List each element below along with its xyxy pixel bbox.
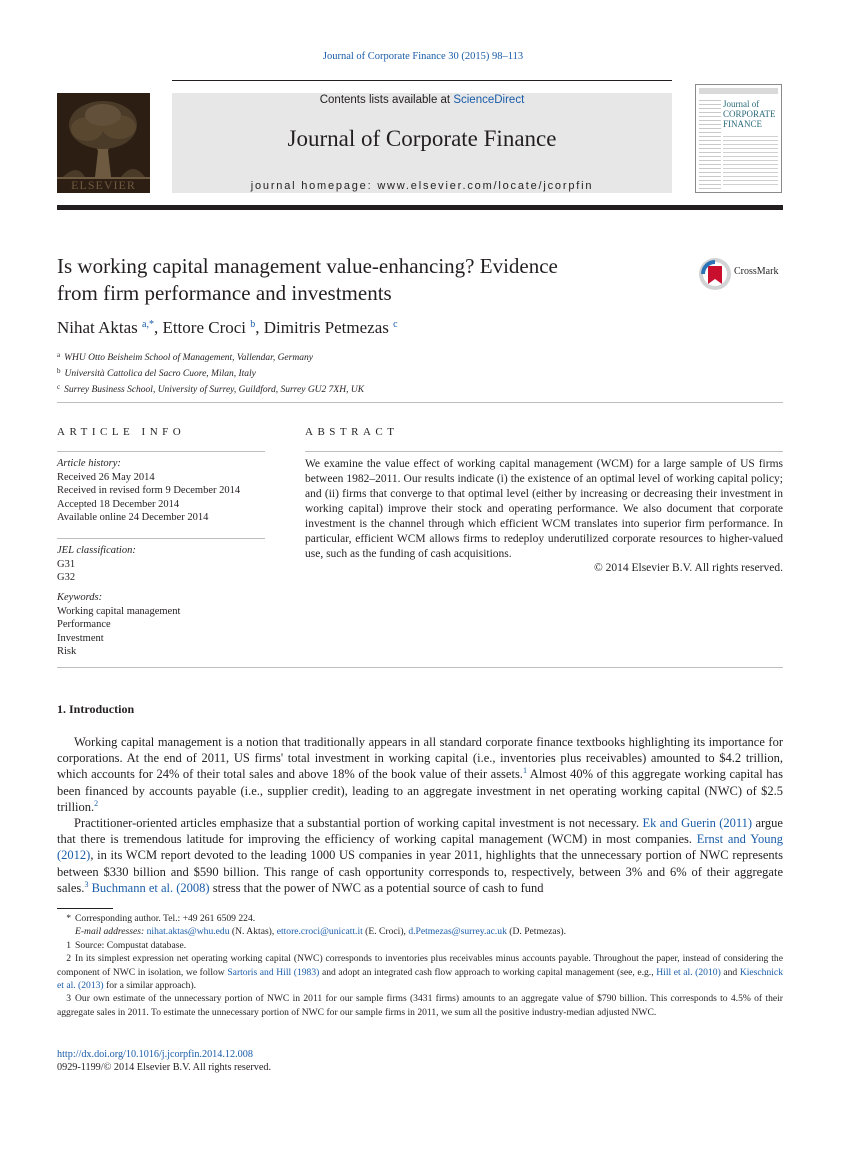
journal-cover-thumbnail (695, 84, 782, 193)
affiliation-item (57, 365, 364, 381)
intro-paragraph-1 (57, 734, 783, 815)
history-received: Received 26 May 2014 (57, 471, 155, 483)
affiliation-item (57, 349, 364, 365)
jel-code: G31 (57, 558, 76, 570)
paragraph-text: stress that the power of NWC as a potential source of cash to fund (209, 880, 544, 895)
issn-copyright: 0929-1199/© 2014 Elsevier B.V. All rights reserved. (57, 1062, 272, 1073)
paragraph-text: argue that there is tremendous latitude for improving the efficiency of working capital management (WCM) in most companies. (57, 816, 783, 847)
footnotes (57, 912, 783, 1019)
article-history-label: Article history: (57, 458, 121, 469)
footnote-text: and adopt an integrated cash flow approach to working capital management (see, e.g., (319, 966, 657, 978)
footnote-text: Source: Compustat database. (75, 939, 187, 951)
header-bottom-rule (57, 205, 783, 210)
jel-classification (57, 544, 265, 585)
affiliation-text: Università Cattolica del Sacro Cuore, Milan, Italy (64, 369, 256, 379)
footnote-text: Our own estimate of the unnecessary portion of NWC in 2011 for our sample firms (3431 firms) amounts to an aggregate value of $790 billion. This corresponds to 4.5% of their aggregate sales in 2011. To estimate the unnecessary portion of NWC for our sample firms in 2011, we sum all the positive industry-median adjusted NWC. (57, 993, 783, 1018)
keywords-label: Keywords: (57, 592, 103, 603)
doi-link[interactable]: http://dx.doi.org/10.1016/j.jcorpfin.2014.12.008 (57, 1049, 253, 1060)
footnote-1 (57, 939, 783, 952)
affiliation-item (57, 381, 364, 397)
footnote-emails (57, 925, 783, 938)
footnote-3 (57, 992, 783, 1019)
footnote-text: and (720, 966, 740, 978)
footnote-mark: 3 (66, 993, 71, 1005)
cover-title-line1: Journal of (723, 99, 760, 109)
history-accepted: Accepted 18 December 2014 (57, 498, 180, 510)
email-link[interactable]: d.Petmezas@surrey.ac.uk (408, 926, 507, 938)
email-owner: (D. Petmezas). (506, 926, 567, 938)
author-separator: , (153, 318, 163, 337)
email-owner: (N. Aktas), (229, 926, 277, 938)
abstract-body: We examine the value effect of working capital management (WCM) for a large sample of US firms between 1982–2011. Our results indicate (i) the existence of an optimal level of working capital policy; and (ii) firms that converge to that optimal level (either by increasing or decreasing their investment in working capital) improve their stock and operating performance. We also document that corporate investment is the channel through which efficient WCM translates into superior firm performance. In particular, efficient WCM allows firms to redeploy underutilized corporate resources to higher-valued use, such as the funding of cash acquisitions. (305, 458, 783, 560)
article-title-line2: from firm performance and investments (57, 281, 392, 305)
abstract-heading: ABSTRACT (305, 426, 399, 438)
intro-paragraph-2 (57, 815, 783, 896)
section-divider (57, 402, 783, 403)
cover-title (723, 99, 776, 129)
author-affiliation-marks[interactable]: a,* (142, 319, 154, 330)
affiliation-mark: b (57, 367, 61, 375)
journal-title: Journal of Corporate Finance (287, 126, 557, 151)
author-separator: , (255, 318, 264, 337)
journal-reference-link[interactable]: Journal of Corporate Finance 30 (2015) 98–113 (322, 51, 524, 62)
cover-title-line2: CORPORATE (723, 109, 776, 119)
sciencedirect-link[interactable]: ScienceDirect (453, 94, 525, 106)
affiliation-mark: a (57, 351, 61, 359)
footnote-ref[interactable]: 1 (522, 766, 527, 776)
paragraph-text: Working capital management is a notion that traditionally appears in all standard corporate finance textbooks highlighting its importance for corporations. At the end of 2011, US firms' total investment in working capital (i.e., inventories plus receivables) amounted to $4.2 trillion, which accounts for 24% of their total sales and above 18% of the book value of their assets. (57, 735, 783, 782)
cover-article-lines (723, 133, 778, 185)
footnote-corresponding (57, 912, 783, 925)
footnote-rule (57, 908, 113, 909)
contents-prefix: Contents lists available at (319, 94, 454, 106)
email-link[interactable]: nihat.aktas@whu.edu (146, 926, 230, 938)
author-list (57, 318, 398, 338)
author-affiliation-marks[interactable]: c (393, 319, 398, 330)
paragraph-text: Practitioner-oriented articles emphasize that a substantial portion of working capital investment is not necessary. (74, 816, 643, 830)
homepage-prefix: journal homepage: (250, 180, 378, 192)
footnote-text: Corresponding author. Tel.: +49 261 6509 224. (75, 913, 256, 924)
article-info-heading: ARTICLE INFO (57, 426, 186, 438)
jel-code: G32 (57, 572, 76, 583)
elsevier-logo (57, 93, 150, 193)
citation-link[interactable]: Hill et al. (2010) (656, 966, 721, 978)
citation-link[interactable]: Ek and Guerin (2011) (642, 816, 753, 830)
footnote-mark: * (66, 913, 71, 924)
article-title-line1: Is working capital management value-enhancing? Evidence (57, 254, 558, 278)
article-title (57, 253, 677, 307)
footnote-text: for a similar approach). (103, 980, 197, 992)
keyword-item: Risk (57, 646, 77, 657)
cover-title-line3: FINANCE (723, 119, 763, 129)
footnote-2 (57, 952, 783, 992)
keyword-item: Investment (57, 632, 104, 644)
author-name: Nihat Aktas (57, 318, 138, 337)
email-owner: (E. Croci), (362, 926, 409, 938)
section-divider (57, 667, 783, 668)
email-link[interactable]: ettore.croci@unicatt.it (276, 926, 363, 938)
crossmark-icon (698, 257, 732, 291)
crossmark-label: CrossMark (734, 266, 779, 277)
header-top-rule (172, 80, 672, 81)
footnote-ref[interactable]: 2 (94, 798, 99, 808)
keyword-item: Working capital management (57, 605, 181, 617)
keyword-item: Performance (57, 619, 111, 630)
citation-link[interactable]: Sartoris and Hill (1983) (227, 966, 320, 978)
footnote-mark: 2 (66, 953, 71, 965)
abstract-rule (305, 451, 783, 452)
paragraph-text: Almost 40% of this aggregate working capital has been financed by accounts payable (i.e., supplier credit), leading to an aggregate investment in net operating working capital (NWC) of $2.5 trillion. (57, 767, 783, 814)
citation-link[interactable]: Kieschnick et al. (2013) (57, 966, 783, 992)
affiliation-mark: c (57, 383, 61, 391)
author-name: Ettore Croci (162, 318, 247, 337)
affiliation-text: WHU Otto Beisheim School of Management, Vallendar, Germany (64, 353, 313, 363)
cover-top-band (699, 88, 778, 94)
journal-homepage-line (172, 180, 672, 192)
footnote-ref[interactable]: 3 (84, 879, 89, 889)
history-revised: Received in revised form 9 December 2014 (57, 485, 241, 496)
email-label: E-mail addresses: (75, 926, 145, 938)
keywords (57, 591, 265, 659)
crossmark-button[interactable] (698, 257, 788, 291)
homepage-url-link[interactable]: www.elsevier.com/locate/jcorpfin (377, 180, 594, 192)
cover-contents-lines (699, 97, 721, 190)
footnote-text: In its simplest expression net operating working capital (NWC) corresponds to inventories plus receivables minus accounts payable. Throughout the paper, instead of considering the component of NWC in isolation, we follow (57, 953, 783, 978)
article-history (57, 457, 265, 525)
elsevier-logo-text: ELSEVIER (71, 178, 136, 192)
journal-header-box (172, 93, 672, 193)
affiliation-text: Surrey Business School, University of Surrey, Guildford, Surrey GU2 7XH, UK (64, 385, 365, 395)
contents-line (172, 93, 672, 106)
jel-label: JEL classification: (57, 545, 136, 556)
paragraph-text: , in its WCM report devoted to the leading 1000 US companies in year 2011, highlights that the unnecessary portion of NWC represents between $330 billion and $590 billion. This range of cash opportunity corresponds to, respectively, between 3% and 6% of their aggregate sales. (57, 848, 783, 895)
author-affiliation-marks[interactable]: b (250, 319, 256, 330)
article-info-rule (57, 538, 265, 539)
affiliation-list (57, 349, 364, 397)
citation-link[interactable]: Ernst and Young (2012) (57, 832, 783, 863)
history-online: Available online 24 December 2014 (57, 512, 209, 523)
abstract-copyright: © 2014 Elsevier B.V. All rights reserved. (594, 562, 783, 574)
citation-link[interactable]: Buchmann et al. (2008) (91, 880, 210, 895)
footnote-mark: 1 (66, 939, 71, 951)
author-name: Dimitris Petmezas (263, 318, 389, 337)
article-info-rule (57, 451, 265, 452)
section-heading-introduction: 1. Introduction (57, 702, 135, 716)
